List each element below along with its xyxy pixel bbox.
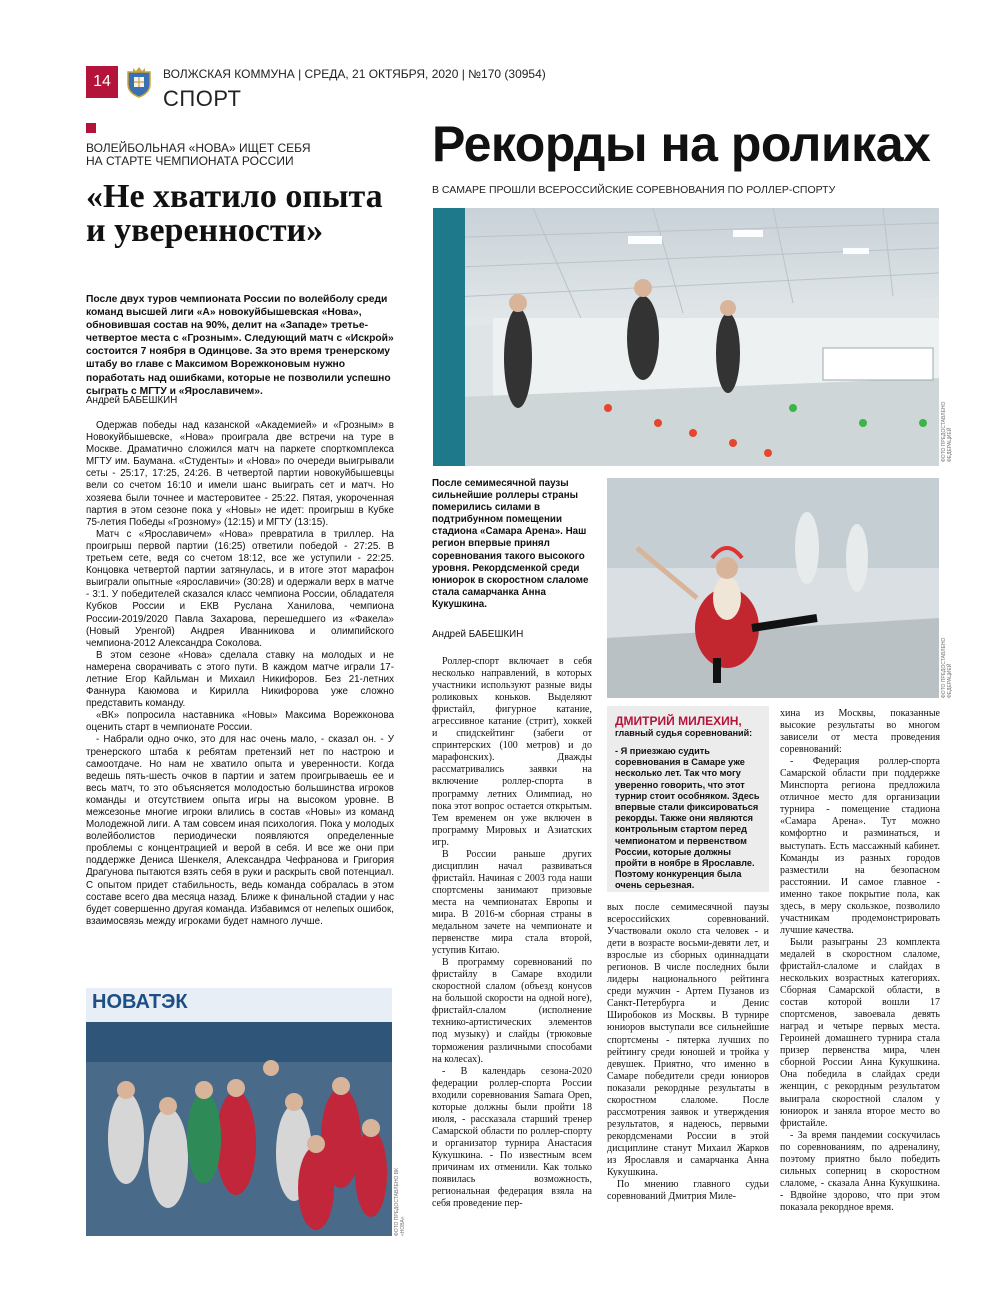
roller-hall-photo [433,208,939,466]
photo-credit: ФОТО ПРЕДОСТАВЛЕНО ФЕДЕРАЦИЕЙ [941,637,953,698]
article-paragraph: Роллер-спорт включает в себя несколько направлений, в которых участники используют разные виды роликовых коньков. Выделяют фристайл, фигурное катание, агрессивное катание (стрит), хоккей и спидскейтинг (забеги от спринтерских (100 метров) и до марафонских). Дважды рассматривались заявки на включение роллер-спорта в программу летних Олимпиад, но пока этот вопрос остается открытым. Тем временем он уже включен в программу Мировых и Азиатских игр. [432,656,592,848]
section-title: СПОРТ [163,86,242,111]
article-paragraph: Были разыграны 23 комплекта медалей в скоростном слаломе, фристайл-слаломе и слайдах в нескольких возрастных категориях. Сборная Самарской области, в состав которой вошли 17 спортсменов, завоевала девять наград и четыре первых места. Героиней домашнего турнира стала призер первенства мира, член сборной России Анна Кукушкина. Она победила в слайдах среди женщин, с рекордным результатом выиграла скоростной слалом у юниорок и заняла второе место во фристайле. [780,936,940,1129]
right-column-1 [432,656,592,1210]
quote-name: ДМИТРИЙ МИЛЕХИН, [615,714,742,728]
article-paragraph: В программу соревнований по фристайлу в Самаре входили скоростной слалом (объезд конусов на большой скорости на одной ноге), фристайл-слалом (исполнение технико-артистических элементов под музыку) и слайды (трюковые торможения различными способами на колесах). [432,957,592,1065]
left-paragraph: В этом сезоне «Нова» сделала ставку на молодых и не намерена сворачивать с этого пути. В каждом матче играли 17-летние Егор Кайльман и Михаил Никифоров. Без 21-летних Фаннура Каюмова и Кирилла Никифорова уже сложно представить команду. [86,649,394,710]
quote-role: главный судья соревнований: [615,728,753,738]
coat-of-arms-icon [124,66,154,98]
photo-credit: ФОТО ПРЕДОСТАВЛЕНО ВК «НОВА» [394,1167,406,1236]
masthead: ВОЛЖСКАЯ КОММУНА | СРЕДА, 21 ОКТЯБРЯ, 2020 | №170 (30954) [163,67,546,81]
left-lead: После двух туров чемпионата России по волейболу среди команд высшей лиги «А» новокуйбышевская «Нова», обновившая состав на 90%, делит на «Западе» третье-четвертое места с «Грозным». Следующий матч с «Искрой» состоится 7 ноября в Одинцове. За это время тренерскому штабу во главе с Максимом Ворежконовым нужно поработать над ошибками, которые не позволили успешно сыграть с МГТУ и «Ярославичем». [86,294,394,397]
judge-quote-box [607,706,769,892]
left-headline: «Не хватило опыта и уверенности» [86,178,383,249]
right-headline: Рекорды на роликах [432,116,931,172]
photo-caption: После семимесячной паузы сильнейшие роллеры страны померились силами в подтрибунном помещении стадиона «Самара Арена». Наш регион впервые принял соревнования такого высокого уровня. Рекордсменкой среди юниорок в скоростном слаломе стала самарчанка Анна Кукушкина. [432,478,589,610]
left-author: Андрей БАБЕШКИН [86,395,178,406]
left-paragraph: - Набрали одно очко, это для нас очень мало, - сказал он. - У тренерского штаба к ребятам претензий нет по настрою и самоотдаче. Но нам не хватило опыта и уверенности. Когда ведешь пять-шесть очков в партии и затем проигрываешь ее и весь матч, то это объясняется молодостью большинства игроков команды и отсутствием опыта игры на высоком уровне. В межсезонье многие игроки влились в состав «Новы» из команд Молодежной лиги. А там совсем иная психология. Пока у молодых волейболистов периодически появляются определенные проблемы с концентрацией и верой в себя. И все же они при поддержке Дениса Шенкеля, Александра Чефранова и Григория Драгунова пытаются взять себя в руки и раскрыть свой потенциал. С опытом придет стабильность, ведь команда собралась в этом составе всего два месяца назад. Ближе к финальной стадии у нас будет совершенно другая команда. Избавимся от нелепых ошибок, взаимосвязь между игроками будет намного лучше. [86,734,394,927]
article-paragraph: - За время пандемии соскучилась по соревнованиям, по адреналину, поэтому приятно было победить сильных соперниц в скоростном слаломе, - сказала Анна Кукушкина. - Вдвойне здорово, что при этом показала рекордное время. [780,1129,940,1213]
right-author: Андрей БАБЕШКИН [432,629,524,640]
right-column-3 [780,708,940,1214]
left-body [86,420,394,928]
article-paragraph: хина из Москвы, показанные высокие результаты во многом зависели от места проведения соревнований: [780,708,940,756]
article-paragraph: - Федерация роллер-спорта Самарской области при поддержке Минспорта региона предложила отличное место для организации турнира - помещение стадиона «Самара Арена». Тут можно комфортно и разминаться, и выступать. Есть массажный кабинет. Команды из разных городов разместили на безопасном расстоянии. И самое главное - именно такое покрытие пола, как здесь, в меру скользкое, позволило участникам продемонстрировать лучшие качества. [780,756,940,936]
article-paragraph: вых после семимесячной паузы всероссийских соревнований. Участвовали около ста человек - и дети в возрасте восьми-девяти лет, и взрослые из сборных одиннадцати регионов. В числе последних были лидеры национального рейтинга среди мужчин - Артем Пузанов из Санкт-Петербурга и Денис Широбоков из Москвы. В турнире юниоров выступали все сильнейшие спортсмены - пятерка лучших по рейтингу среди юношей и тройка у девушек. Приятно, что именно в Самаре победители среди юниоров показали рекордные результаты в скоростном слаломе. После рассмотрения заявок и утверждения результатов, я надеюсь, первыми рекордсменами России в этой дисциплине станут Михаил Жарков из Ярославля и самарчанка Анна Кукушкина. [607,902,769,1179]
photo-credit: ФОТО ПРЕДОСТАВЛЕНО ФЕДЕРАЦИЕЙ [941,401,953,462]
volleyball-photo [86,988,392,1236]
article-paragraph: - В календарь сезона-2020 федерации роллер-спорта России входили соревнования Samara Open, которые должны были пройти 18 июля, - рассказала старший тренер Самарской области по роллер-спорту и организатор турнира Анастасия Кукушкина. - По известным всем причинам их отменили. Как только появилась возможность, региональная федерация взяла на себя проведение пер- [432,1065,592,1210]
right-subhead: В САМАРЕ ПРОШЛИ ВСЕРОССИЙСКИЕ СОРЕВНОВАНИЯ ПО РОЛЛЕР-СПОРТУ [432,184,836,196]
right-column-2 [607,902,769,1203]
left-kicker: ВОЛЕЙБОЛЬНАЯ «НОВА» ИЩЕТ СЕБЯ НА СТАРТЕ ЧЕМПИОНАТА РОССИИ [86,141,311,168]
skater-photo [607,478,939,698]
article-paragraph: По мнению главного судьи соревнований Дмитрия Миле- [607,1179,769,1203]
arena-sign: НОВАТЭК [92,991,188,1013]
article-paragraph: В России раньше других дисциплин начал развиваться фристайл. Начиная с 2003 года наши спортсмены занимают призовые места на чемпионатах Европы и мира. В 2016-м сборная страны в медальном зачете на чемпионате и первенстве мира стала второй, уступив Китаю. [432,848,592,957]
page-number: 14 [86,66,118,98]
quote-text: - Я приезжаю судить соревнования в Самаре уже несколько лет. Так что могу уверенно говорить, что этот турнир стоит особняком. Здесь впервые стали фиксироваться рекорды. Также они являются контрольным стартом перед чемпионатом и первенством России, которые должны пройти в ноябре в Ярославле. Поэтому конкуренция была очень серьезная. [615,746,760,891]
left-paragraph: Матч с «Ярославичем» «Нова» превратила в триллер. На проигрыш первой партии (16:25) ответили победой - 27:25. В третьем сете, ведя со счетом 18:12, все же уступили - 22:25. Концовка четвертой партии затянулась, и в итоге этот марафон выиграли опытные «ярославичи» (30:28) и одержали верх в матче - 3:1. У победителей сказался класс чемпиона России, обладателя Кубков России и ЕКВ Руслана Ханилова, чемпиона России-2019/2020 Павла Захарова, перешедшего из «Факела» (Новый Уренгой) Андрея Иванникова и олимпийского чемпиона-2012 Александра Соколова. [86,528,394,649]
left-paragraph: «ВК» попросила наставника «Новы» Максима Ворежконова оценить старт в чемпионате России. [86,710,394,734]
red-marker [86,123,96,133]
left-paragraph: Одержав победы над казанской «Академией» и «Грозным» в Новокуйбышевске, «Нова» проиграла две встречи на туре в Москве. Драматично сложился матч на паркете спорткомплекса МГТУ им. Баумана. «Студенты» и «Нова» по очереди выигрывали сеты - 25:17, 17:25, 24:26. В четвертой партии новокуйбышевцы вели со счетом 16:10 и имели шанс выиграть сет и матч. Но хозяева были точнее и мастеровитее - 25:22. Пятая, укороченная партия в этом сезоне пока у «Новы» не идет: проигрыш в Кубке 75-летия Победы «Грозному» (12:15) и МГТУ (13:15). [86,420,394,528]
